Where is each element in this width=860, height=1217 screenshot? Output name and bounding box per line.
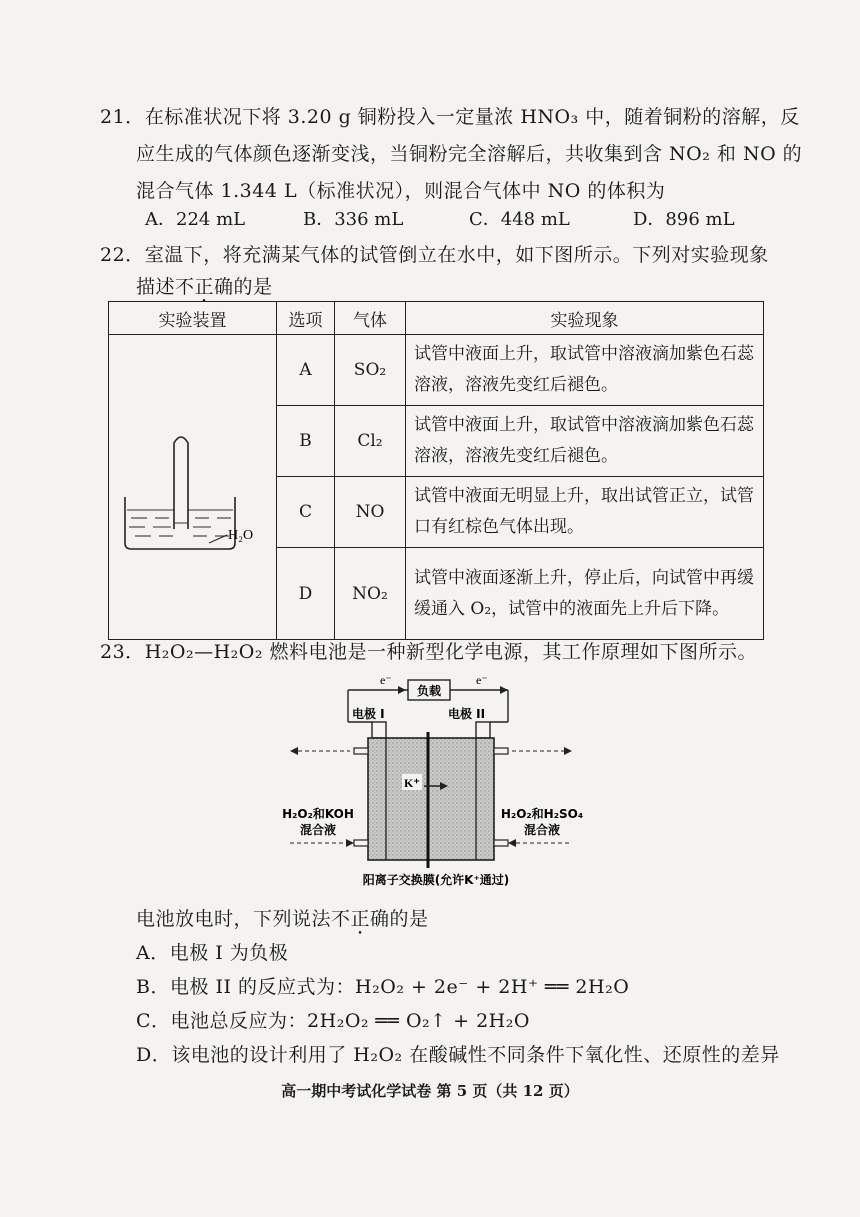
row-c-phenomenon: 试管中液面无明显上升，取出试管正立，试管口有红棕色气体出现。 <box>406 477 764 548</box>
q21-option-c: C．448 mL <box>469 209 570 230</box>
q22-number: 22． <box>100 244 145 266</box>
q23-option-d: D．该电池的设计利用了 H₂O₂ 在酸碱性不同条件下氧化性、还原性的差异 <box>136 1044 780 1066</box>
right-solution-label-2: 混合液 <box>523 823 561 837</box>
header-phenomenon: 实验现象 <box>406 302 764 335</box>
electrode-2-label: 电极 II <box>448 707 486 721</box>
q22-line2-post: 的是 <box>233 276 273 298</box>
electron-right: e⁻ <box>476 673 488 687</box>
row-d-phenomenon: 试管中液面逐渐上升，停止后，向试管中再缓缓通入 O₂，试管中的液面先上升后下降。 <box>406 548 764 640</box>
electrode-1-label: 电极 I <box>352 707 385 721</box>
q21-option-b: B．336 mL <box>303 209 404 230</box>
row-b-option: B <box>277 406 335 477</box>
row-b-gas: Cl₂ <box>335 406 406 477</box>
row-d-gas: NO₂ <box>335 548 406 640</box>
ion-label: K⁺ <box>404 776 420 790</box>
q21-line3: 混合气体 1.344 L（标准状况），则混合气体中 NO 的体积为 <box>136 180 666 202</box>
table-row <box>109 335 764 406</box>
row-a-option: A <box>277 335 335 406</box>
q22-line2-pre: 描述 <box>136 276 176 298</box>
header-option: 选项 <box>277 302 335 335</box>
q23-stem-pre: 电池放电时，下列说法 <box>136 908 332 930</box>
q23-option-a: A．电极 I 为负极 <box>136 942 289 964</box>
q21-number: 21． <box>100 106 145 128</box>
row-d-option: D <box>277 548 335 640</box>
q22-line1 <box>100 240 769 267</box>
header-apparatus: 实验装置 <box>109 302 277 335</box>
q23-option-b: B．电极 II 的反应式为：H₂O₂ + 2e⁻ + 2H⁺ ══ 2H₂O <box>136 976 630 998</box>
q21-option-d: D．896 mL <box>633 209 735 230</box>
row-c-option: C <box>277 477 335 548</box>
q21-option-a: A．224 mL <box>145 209 246 230</box>
q21-text1: 在标准状况下将 3.20 g 铜粉投入一定量浓 HNO₃ 中，随着铜粉的溶解，反 <box>144 106 800 128</box>
q23-text1: H₂O₂—H₂O₂ 燃料电池是一种新型化学电源，其工作原理如下图所示。 <box>144 641 757 663</box>
q23-stem-post: 的是 <box>389 908 429 930</box>
q23-emphasis: 不正确 <box>331 908 390 930</box>
q23-line1 <box>100 637 757 664</box>
row-c-gas: NO <box>335 477 406 548</box>
q23-number: 23． <box>100 641 145 663</box>
page-footer: 高一期中考试化学试卷 第 5 页（共 12 页） <box>281 1082 579 1100</box>
cell-body <box>368 738 494 860</box>
row-a-phenomenon: 试管中液面上升，取试管中溶液滴加紫色石蕊溶液，溶液先变红后褪色。 <box>406 335 764 406</box>
water-label: H₂O <box>228 528 254 543</box>
electron-left: e⁻ <box>380 673 392 687</box>
load-label: 负载 <box>416 684 442 698</box>
fuel-cell-diagram <box>268 670 588 895</box>
left-solution-label-1: H₂O₂和KOH <box>282 807 354 821</box>
membrane-label: 阳离子交换膜(允许K⁺通过) <box>362 873 510 887</box>
q23-option-c: C．电池总反应为：2H₂O₂ ══ O₂↑ + 2H₂O <box>136 1010 530 1032</box>
q21-line2: 应生成的气体颜色逐渐变浅，当铜粉完全溶解后，共收集到含 NO₂ 和 NO 的 <box>136 143 803 165</box>
q21-line1 <box>100 102 800 129</box>
inverted-test-tube-diagram <box>109 347 276 627</box>
table-header-row <box>109 302 764 335</box>
q22-emphasis: 不正确 <box>175 276 234 298</box>
header-gas: 气体 <box>335 302 406 335</box>
experiment-table <box>108 301 764 640</box>
q22-line2 <box>136 272 273 299</box>
q22-text1: 室温下，将充满某气体的试管倒立在水中，如下图所示。下列对实验现象 <box>144 244 769 266</box>
row-a-gas: SO₂ <box>335 335 406 406</box>
q23-stem <box>136 904 429 931</box>
apparatus-cell <box>109 335 277 640</box>
row-b-phenomenon: 试管中液面上升，取试管中溶液滴加紫色石蕊溶液，溶液先变红后褪色。 <box>406 406 764 477</box>
right-solution-label-1: H₂O₂和H₂SO₄ <box>500 807 584 821</box>
left-solution-label-2: 混合液 <box>299 823 337 837</box>
